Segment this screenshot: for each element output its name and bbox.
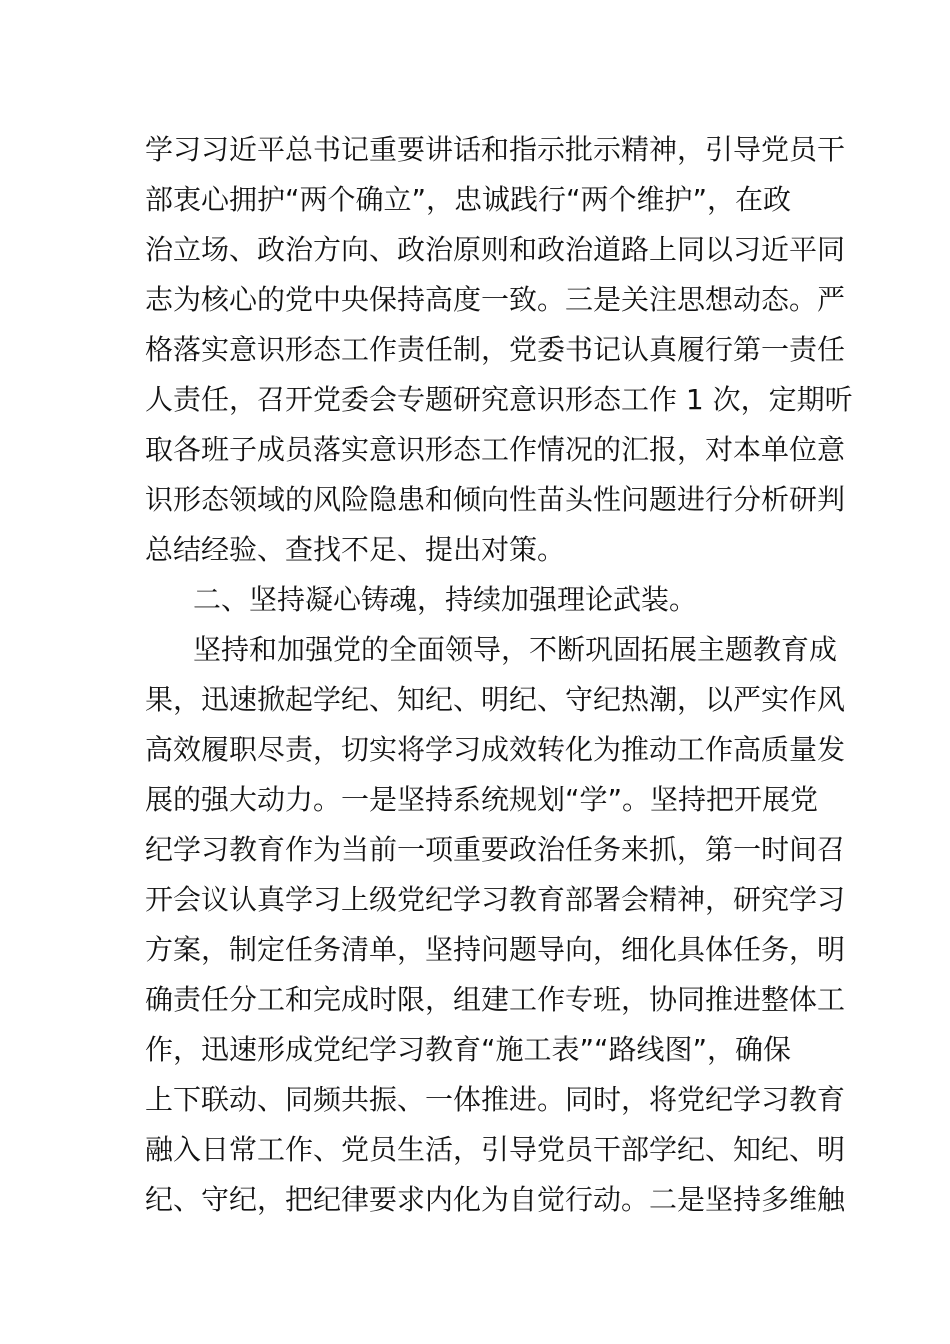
body-text-line: 学习习近平总书记重要讲话和指示批示精神，引导党员干 — [145, 133, 846, 166]
body-text-line: 开会议认真学习上级党纪学习教育部署会精神，研究学习 — [145, 883, 846, 916]
section-heading: 二、坚持凝心铸魂，持续加强理论武装。 — [193, 583, 698, 616]
body-text-line: 上下联动、同频共振、一体推进。同时，将党纪学习教育 — [145, 1083, 846, 1116]
body-text-line: 方案，制定任务清单，坚持问题导向，细化具体任务，明 — [145, 933, 846, 966]
body-text-line: 部衷心拥护“两个确立”，忠诚践行“两个维护”，在政 — [145, 183, 792, 216]
body-text-line: 展的强大动力。一是坚持系统规划“学”。坚持把开展党 — [145, 783, 819, 816]
body-text-line: 人责任，召开党委会专题研究意识形态工作 1 次，定期听 — [145, 383, 853, 416]
body-text-line: 纪学习教育作为当前一项重要政治任务来抓，第一时间召 — [145, 833, 846, 866]
body-text-line: 格落实意识形态工作责任制，党委书记认真履行第一责任 — [145, 333, 846, 366]
body-text-line: 果，迅速掀起学纪、知纪、明纪、守纪热潮，以严实作风 — [145, 683, 846, 716]
body-text-line: 融入日常工作、党员生活，引导党员干部学纪、知纪、明 — [145, 1133, 846, 1166]
body-text-line: 坚持和加强党的全面领导，不断巩固拓展主题教育成 — [193, 633, 838, 666]
body-text-line: 识形态领域的风险隐患和倾向性苗头性问题进行分析研判 — [145, 483, 846, 516]
body-text-line: 志为核心的党中央保持高度一致。三是关注思想动态。严 — [145, 283, 846, 316]
body-text-line: 治立场、政治方向、政治原则和政治道路上同以习近平同 — [145, 233, 846, 266]
body-text-line: 总结经验、查找不足、提出对策。 — [145, 533, 566, 566]
body-text-line: 取各班子成员落实意识形态工作情况的汇报，对本单位意 — [145, 433, 846, 466]
body-text-line: 高效履职尽责，切实将学习成效转化为推动工作高质量发 — [145, 733, 846, 766]
body-text-line: 纪、守纪，把纪律要求内化为自觉行动。二是坚持多维触 — [145, 1183, 846, 1216]
body-text-line: 作，迅速形成党纪学习教育“施工表”“路线图”，确保 — [145, 1033, 792, 1066]
body-text-line: 确责任分工和完成时限，组建工作专班，协同推进整体工 — [145, 983, 846, 1016]
